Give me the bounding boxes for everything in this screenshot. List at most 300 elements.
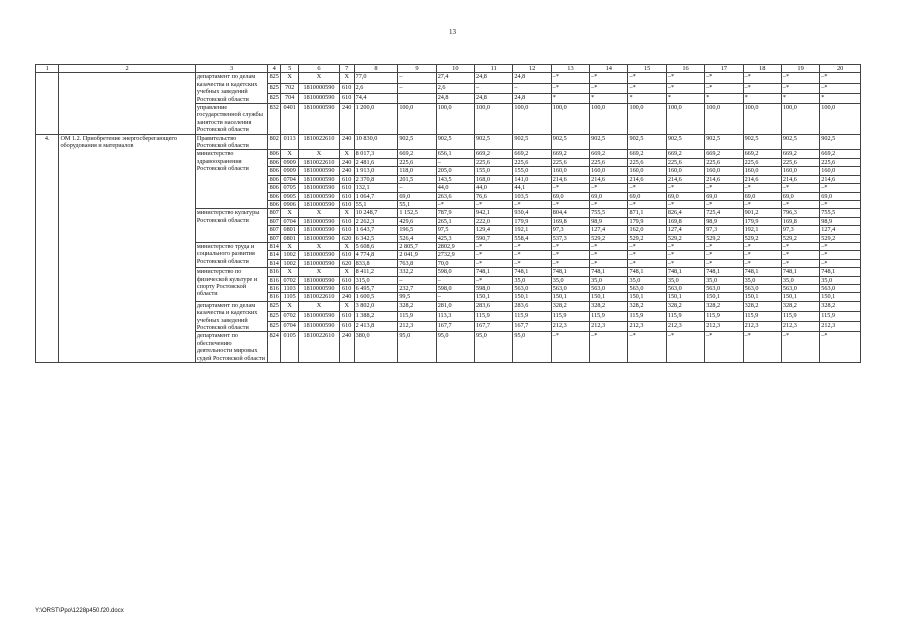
- value-cell: –*: [551, 200, 589, 208]
- value-cell: 115,9: [781, 311, 819, 321]
- value-cell: 69,0: [743, 192, 781, 200]
- value-cell: 1 200,0: [354, 104, 398, 135]
- value-cell: 806: [269, 200, 279, 208]
- value-cell: 97,5: [436, 226, 474, 234]
- value-cell: 610: [339, 311, 354, 321]
- value-cell: –*: [590, 184, 628, 192]
- value-cell: 610: [339, 276, 354, 284]
- value-cell: 69,0: [398, 192, 436, 200]
- value-cell: 160,0: [590, 167, 628, 175]
- value-cell: –: [436, 293, 474, 301]
- column-header: 9: [398, 65, 436, 73]
- value-cell: 24,8: [513, 93, 551, 103]
- value-cell: 902,5: [436, 134, 474, 150]
- value-cell: 563,0: [513, 284, 551, 292]
- value-cell: 748,1: [551, 268, 589, 276]
- value-cell: 816: [269, 293, 279, 301]
- value-cell: 796,3: [781, 209, 819, 217]
- value-cell: 115,9: [475, 311, 513, 321]
- value-cell: –*: [551, 259, 589, 267]
- value-cell: 0401: [281, 104, 299, 135]
- value-cell: –*: [590, 242, 628, 250]
- value-cell: 283,6: [513, 301, 551, 311]
- value-cell: 748,1: [590, 268, 628, 276]
- value-cell: 806: [269, 184, 279, 192]
- value-cell: 1 600,5: [354, 293, 398, 301]
- value-cell: –: [475, 83, 513, 93]
- value-cell: 115,9: [628, 311, 666, 321]
- value-cell: –*: [628, 73, 666, 83]
- value-cell: 669,2: [820, 150, 861, 158]
- value-cell: –*: [820, 73, 861, 83]
- value-cell: –: [436, 158, 474, 166]
- value-cell: 212,3: [666, 322, 704, 332]
- value-cell: 610: [339, 284, 354, 292]
- value-cell: 1002: [281, 259, 299, 267]
- value-cell: 814: [269, 251, 279, 259]
- value-cell: 196,5: [398, 226, 436, 234]
- value-cell: –*: [705, 184, 743, 192]
- value-cell: 69,0: [820, 192, 861, 200]
- value-cell: 315,0: [354, 276, 398, 284]
- value-cell: –*: [781, 83, 819, 93]
- value-cell: 212,3: [781, 322, 819, 332]
- value-cell: –*: [628, 184, 666, 192]
- value-cell: 669,2: [551, 150, 589, 158]
- value-cell: –: [398, 184, 436, 192]
- value-cell: –*: [705, 332, 743, 363]
- value-cell: –*: [743, 200, 781, 208]
- table-body: [36, 65, 861, 363]
- value-cell: 77,0: [354, 73, 398, 83]
- value-cell: 115,9: [705, 311, 743, 321]
- value-cell: 610: [339, 200, 354, 208]
- value-cell: X: [281, 268, 299, 276]
- value-cell: 212,3: [590, 322, 628, 332]
- value-cell: –*: [590, 200, 628, 208]
- value-cell: 160,0: [781, 167, 819, 175]
- value-cell: 0909: [281, 158, 299, 166]
- value-cell: 763,8: [398, 259, 436, 267]
- value-cell: 1810000590: [299, 234, 340, 242]
- value-cell: 225,6: [820, 158, 861, 166]
- column-header: 8: [354, 65, 398, 73]
- value-cell: 214,6: [551, 175, 589, 183]
- value-cell: 162,0: [628, 226, 666, 234]
- value-cell: *: [743, 93, 781, 103]
- value-cell: 748,1: [743, 268, 781, 276]
- value-cell: 160,0: [743, 167, 781, 175]
- value-cell: –*: [628, 251, 666, 259]
- value-cell: 833,8: [354, 259, 398, 267]
- executor-cell: министерство труда и социального развития Ростовской области: [195, 242, 267, 267]
- value-cell: 529,2: [743, 234, 781, 242]
- value-cell: –*: [743, 251, 781, 259]
- value-cell: 160,0: [551, 167, 589, 175]
- value-cell: 1810022610: [299, 332, 340, 363]
- value-cell: 225,6: [666, 158, 704, 166]
- value-cell: 563,0: [820, 284, 861, 292]
- value-cell: 10 830,0: [354, 134, 398, 150]
- column-header: 5: [281, 65, 299, 73]
- executor-cell: департамент по делам казачества и кадетских учебных заведений Ростовской области: [195, 73, 267, 104]
- value-cell: 225,6: [551, 158, 589, 166]
- value-cell: 806: [269, 167, 279, 175]
- value-cell: 169,8: [666, 217, 704, 225]
- value-cell: 563,0: [781, 284, 819, 292]
- value-cell: 748,1: [628, 268, 666, 276]
- value-cell: 2,6: [354, 83, 398, 93]
- column-header: 12: [513, 65, 551, 73]
- value-cell: 160,0: [666, 167, 704, 175]
- column-header: 14: [590, 65, 628, 73]
- value-cell: 1810000590: [299, 251, 340, 259]
- value-cell: 610: [339, 251, 354, 259]
- value-cell: 70,0: [436, 259, 474, 267]
- value-cell: 902,5: [820, 134, 861, 150]
- value-cell: 281,0: [436, 301, 474, 311]
- value-cell: 283,6: [475, 301, 513, 311]
- row-number-cell: [36, 73, 59, 134]
- value-cell: X: [281, 73, 299, 83]
- value-cell: 225,6: [628, 158, 666, 166]
- value-cell: *: [666, 93, 704, 103]
- value-cell: –*: [781, 184, 819, 192]
- value-cell: 832: [268, 104, 281, 135]
- value-cell: –*: [475, 259, 513, 267]
- value-cell: –*: [820, 259, 861, 267]
- value-cell: 8 017,3: [354, 150, 398, 158]
- value-cell: 150,1: [475, 293, 513, 301]
- value-cell: 902,5: [666, 134, 704, 150]
- value-cell: 167,7: [475, 322, 513, 332]
- value-cell: 1810022610: [299, 158, 340, 166]
- value-cell: 826,4: [666, 209, 704, 217]
- value-cell: 529,2: [781, 234, 819, 242]
- value-cell: 214,6: [628, 175, 666, 183]
- value-cell: –*: [475, 242, 513, 250]
- value-cell: 669,2: [475, 150, 513, 158]
- value-cell: –*: [513, 200, 551, 208]
- value-cell: 69,0: [551, 192, 589, 200]
- value-cell: 1810000590: [299, 167, 340, 175]
- value-cell: 825: [268, 301, 281, 311]
- value-cell: 802: [268, 134, 281, 150]
- value-cell: 240: [339, 134, 354, 150]
- value-cell: 95,0: [475, 332, 513, 363]
- value-cell: –*: [743, 73, 781, 83]
- value-cell: 115,9: [743, 311, 781, 321]
- value-cell: X: [299, 242, 340, 250]
- value-cell: 328,2: [628, 301, 666, 311]
- value-cell: 825: [268, 93, 281, 103]
- value-cell: 755,5: [820, 209, 861, 217]
- value-cell: 8 411,2: [354, 268, 398, 276]
- value-cell: 98,9: [705, 217, 743, 225]
- value-cell: 150,1: [820, 293, 861, 301]
- value-cell: 902,5: [398, 134, 436, 150]
- value-cell: 69,0: [628, 192, 666, 200]
- value-cell: 44,1: [513, 184, 551, 192]
- value-cell: –*: [590, 251, 628, 259]
- value-cell: 169,8: [781, 217, 819, 225]
- value-cell: –*: [475, 251, 513, 259]
- value-cell: –*: [820, 200, 861, 208]
- value-cell: 263,6: [436, 192, 474, 200]
- value-cell: 748,1: [666, 268, 704, 276]
- value-cell: 787,9: [436, 209, 474, 217]
- value-cell: 24,8: [436, 93, 474, 103]
- value-cell: 1810022610: [299, 293, 340, 301]
- value-cell: –*: [513, 242, 551, 250]
- value-cell: 1810000590: [299, 284, 340, 292]
- value-cell: 610: [339, 217, 354, 225]
- value-cell: 141,0: [513, 175, 551, 183]
- value-cell: 537,3: [551, 234, 589, 242]
- table-row: [36, 73, 861, 83]
- value-cell: –*: [743, 332, 781, 363]
- value-cell: 1 913,0: [354, 167, 398, 175]
- value-cell: 529,2: [705, 234, 743, 242]
- value-cell: 669,2: [590, 150, 628, 158]
- value-cell: 328,2: [705, 301, 743, 311]
- column-header: 19: [781, 65, 819, 73]
- value-cell: 44,0: [475, 184, 513, 192]
- value-cell: –*: [820, 242, 861, 250]
- value-cell: *: [628, 93, 666, 103]
- value-cell: 115,9: [590, 311, 628, 321]
- value-cell: 24,8: [513, 73, 551, 83]
- column-header: 4: [268, 65, 281, 73]
- value-cell: –*: [820, 83, 861, 93]
- value-cell: –*: [743, 184, 781, 192]
- value-cell: 806: [269, 192, 279, 200]
- value-cell: 1810000590: [299, 192, 340, 200]
- value-cell: 150,1: [743, 293, 781, 301]
- value-cell: –*: [590, 259, 628, 267]
- value-cell: 225,6: [590, 158, 628, 166]
- value-cell: 806: [269, 175, 279, 183]
- value-cell: 558,4: [513, 234, 551, 242]
- value-cell: 115,9: [666, 311, 704, 321]
- value-cell: 205,0: [436, 167, 474, 175]
- value-cell: 2 370,8: [354, 175, 398, 183]
- executor-cell: министерство культуры Ростовской области: [195, 209, 267, 243]
- value-cell: –*: [628, 200, 666, 208]
- value-cell: 1810000590: [299, 175, 340, 183]
- value-cell: 55,1: [398, 200, 436, 208]
- value-cell: 6 495,7: [354, 284, 398, 292]
- value-cell: 529,2: [666, 234, 704, 242]
- value-cell: X: [281, 242, 299, 250]
- value-cell: 155,0: [475, 167, 513, 175]
- value-cell: –*: [666, 200, 704, 208]
- value-cell: 100,0: [666, 104, 704, 135]
- value-cell: –*: [628, 332, 666, 363]
- value-cell: 1810000590: [299, 259, 340, 267]
- value-cell: 169,8: [551, 217, 589, 225]
- value-cell: –*: [705, 73, 743, 83]
- value-cell: 69,0: [666, 192, 704, 200]
- value-cell: 656,1: [436, 150, 474, 158]
- value-cell: 1810000590: [299, 200, 340, 208]
- value-cell: –*: [705, 251, 743, 259]
- value-cell: 214,6: [781, 175, 819, 183]
- value-cell: 2 805,7: [398, 242, 436, 250]
- value-cell: 24,8: [475, 93, 513, 103]
- value-cell: 804,4: [551, 209, 589, 217]
- value-cell: 1810022610: [299, 134, 340, 150]
- value-cell: 669,2: [743, 150, 781, 158]
- value-cell: 610: [339, 322, 354, 332]
- executor-cell: министерство по физической культуре и спорту Ростовской области: [195, 268, 267, 302]
- column-header: 15: [628, 65, 666, 73]
- value-cell: 2 413,8: [354, 322, 398, 332]
- value-cell: X: [339, 150, 354, 158]
- value-cell: 10 248,7: [354, 209, 398, 217]
- value-cell: 265,1: [436, 217, 474, 225]
- value-cell: 100,0: [513, 104, 551, 135]
- value-cell: X: [299, 209, 340, 217]
- value-cell: 100,0: [705, 104, 743, 135]
- value-cell: 150,1: [513, 293, 551, 301]
- value-cell: 160,0: [628, 167, 666, 175]
- event-name-cell: ОМ 1.2. Приобретение энергосберегающего оборудования и материалов: [59, 134, 195, 362]
- value-cell: –*: [781, 242, 819, 250]
- value-cell: 201,5: [398, 175, 436, 183]
- value-cell: X: [339, 301, 354, 311]
- value-cell: X: [299, 301, 340, 311]
- value-cell: 825: [268, 83, 281, 93]
- value-cell: 95,0: [513, 332, 551, 363]
- value-cell: 69,0: [590, 192, 628, 200]
- value-cell: *: [705, 93, 743, 103]
- column-header: 10: [436, 65, 474, 73]
- column-header: 11: [475, 65, 513, 73]
- value-cell: 2732,9: [436, 251, 474, 259]
- value-cell: 4 774,8: [354, 251, 398, 259]
- column-header: 2: [59, 65, 195, 73]
- value-cell: *: [590, 93, 628, 103]
- value-cell: –*: [551, 242, 589, 250]
- value-cell: 1810000590: [299, 311, 340, 321]
- value-cell: 807: [269, 226, 279, 234]
- value-cell: 0905: [281, 192, 299, 200]
- value-cell: 748,1: [513, 268, 551, 276]
- value-cell: 179,9: [743, 217, 781, 225]
- value-cell: 24,8: [475, 73, 513, 83]
- value-cell: 610: [339, 226, 354, 234]
- value-cell: –*: [590, 73, 628, 83]
- value-cell: 807: [269, 217, 279, 225]
- value-cell: 748,1: [820, 268, 861, 276]
- value-cell: –: [398, 73, 436, 83]
- value-cell: 930,4: [513, 209, 551, 217]
- value-cell: X: [299, 73, 340, 83]
- value-cell: 1810000590: [299, 276, 340, 284]
- value-cell: 150,1: [628, 293, 666, 301]
- value-cell: 328,2: [666, 301, 704, 311]
- value-cell: 95,0: [436, 332, 474, 363]
- value-cell: 816: [269, 268, 279, 276]
- value-cell: 328,2: [551, 301, 589, 311]
- value-cell: 871,1: [628, 209, 666, 217]
- value-cell: –*: [743, 259, 781, 267]
- value-cell: 725,4: [705, 209, 743, 217]
- value-cell: 1810000590: [299, 226, 340, 234]
- value-cell: 807: [269, 234, 279, 242]
- value-cell: 74,4: [354, 93, 398, 103]
- value-cell: 0801: [281, 226, 299, 234]
- column-header: 20: [820, 65, 861, 73]
- value-cell: 150,1: [551, 293, 589, 301]
- value-cell: 328,2: [398, 301, 436, 311]
- value-cell: –*: [666, 73, 704, 83]
- value-cell: 69,0: [781, 192, 819, 200]
- value-cell: –*: [628, 259, 666, 267]
- value-cell: 669,2: [705, 150, 743, 158]
- column-header: 7: [339, 65, 354, 73]
- value-cell: 214,6: [666, 175, 704, 183]
- value-cell: 1810000590: [299, 104, 340, 135]
- value-cell: 35,0: [666, 276, 704, 284]
- value-cell: 328,2: [743, 301, 781, 311]
- value-cell: 598,0: [475, 284, 513, 292]
- value-cell: 1810000590: [299, 83, 340, 93]
- executor-cell: управление государственной службы занятости населения Ростовской области: [195, 104, 267, 135]
- value-cell: 103,5: [513, 192, 551, 200]
- value-cell: 824: [268, 332, 281, 363]
- value-cell: X: [281, 150, 299, 158]
- value-cell: 0702: [281, 311, 299, 321]
- value-cell: –*: [551, 332, 589, 363]
- value-cell: 160,0: [820, 167, 861, 175]
- budget-table: [35, 64, 861, 363]
- value-cell: 2 041,9: [398, 251, 436, 259]
- value-cell: 1 388,2: [354, 311, 398, 321]
- value-cell: 1810000590: [299, 217, 340, 225]
- value-cell: 610: [339, 93, 354, 103]
- value-cell: 328,2: [590, 301, 628, 311]
- value-cell: 563,0: [551, 284, 589, 292]
- table-row: [36, 134, 861, 150]
- value-cell: 115,9: [513, 311, 551, 321]
- value-cell: 192,1: [513, 226, 551, 234]
- row-number-cell: 4.: [36, 134, 59, 362]
- value-cell: 429,6: [398, 217, 436, 225]
- event-name-cell: [59, 73, 195, 134]
- value-cell: 76,6: [475, 192, 513, 200]
- value-cell: 0906: [281, 200, 299, 208]
- value-cell: 0801: [281, 234, 299, 242]
- executor-cell: Правительство Ростовской области: [195, 134, 267, 150]
- page-number: 13: [449, 28, 456, 36]
- value-cell: 97,3: [705, 226, 743, 234]
- value-cell: 563,0: [628, 284, 666, 292]
- value-cell: 814: [269, 242, 279, 250]
- value-cell: –*: [705, 83, 743, 93]
- value-cell: 212,3: [743, 322, 781, 332]
- value-cell: 55,1: [354, 200, 398, 208]
- value-cell: 35,0: [743, 276, 781, 284]
- value-cell: [398, 93, 436, 103]
- value-cell: 669,2: [513, 150, 551, 158]
- value-cell: –*: [628, 242, 666, 250]
- value-cell: 748,1: [475, 268, 513, 276]
- value-cell: 620: [339, 259, 354, 267]
- value-cell: 192,1: [743, 226, 781, 234]
- value-cell: 155,0: [513, 167, 551, 175]
